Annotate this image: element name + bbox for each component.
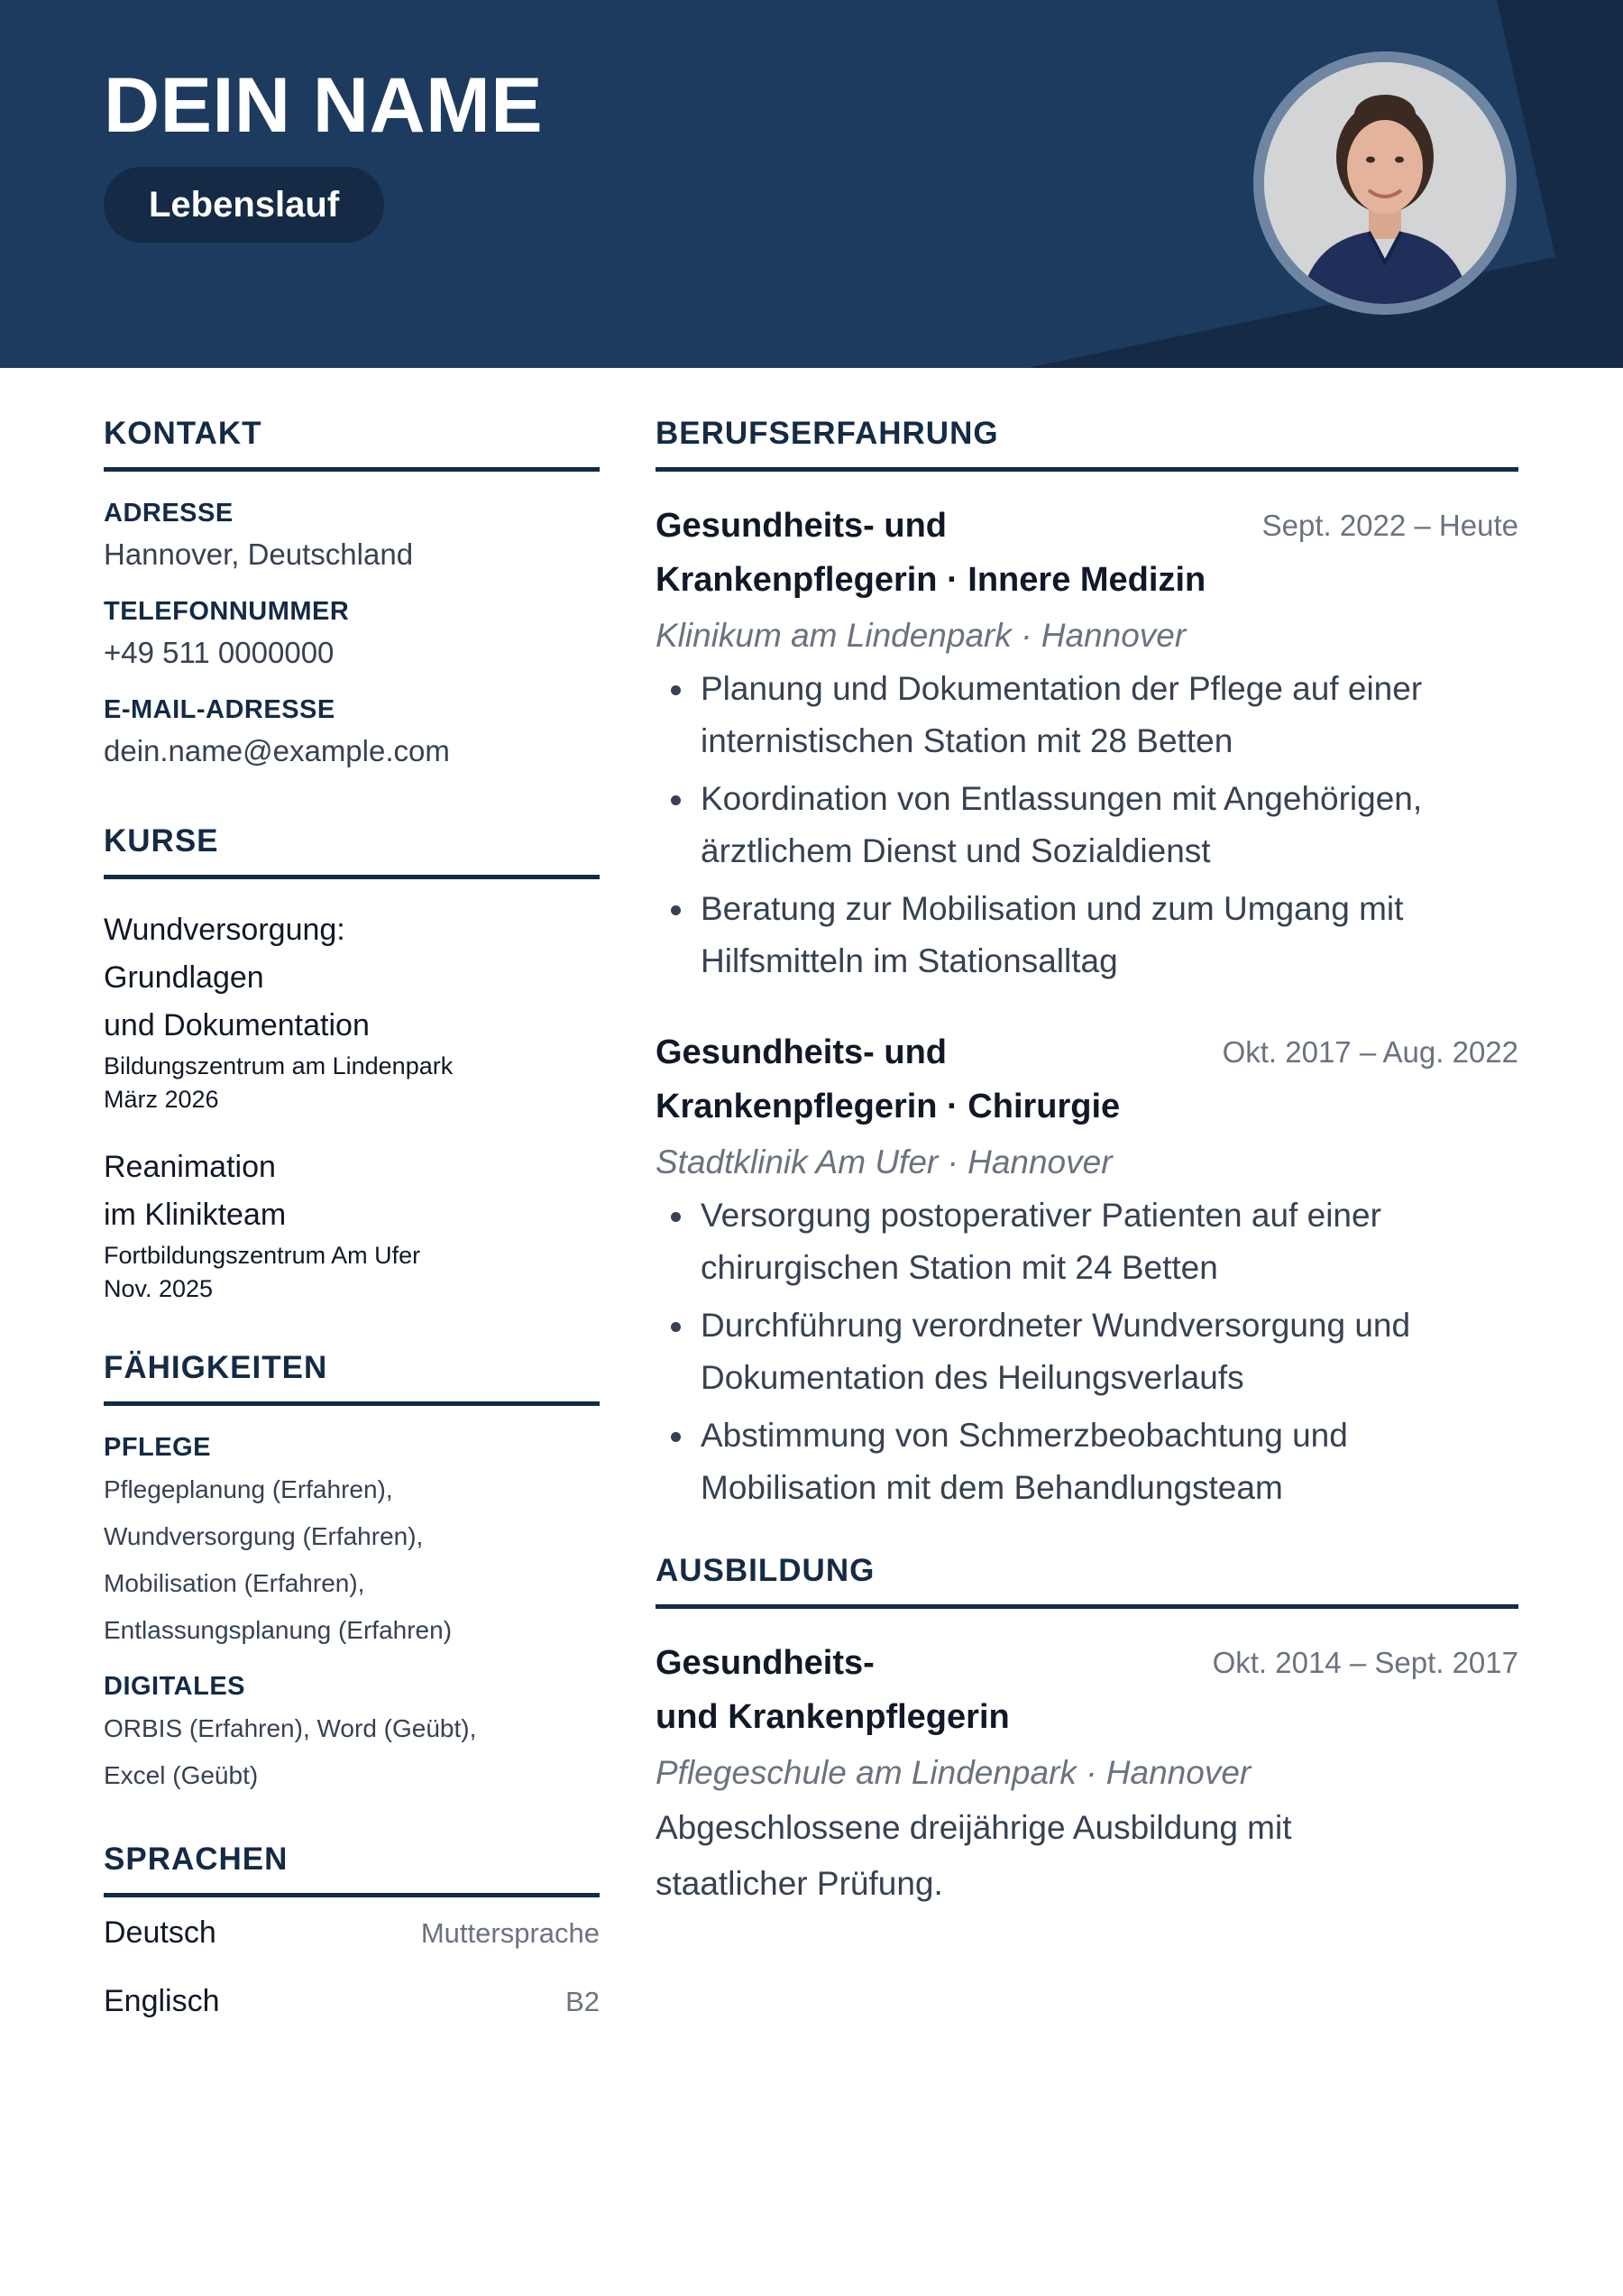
education-description-line: staatlicher Prüfung. bbox=[656, 1865, 943, 1902]
person-portrait-icon bbox=[1264, 62, 1506, 304]
education-entry bbox=[656, 1636, 1518, 1912]
bullet-item: Beratung zur Mobilisation und zum Umgang mit Hilfsmitteln im Stationsalltag bbox=[656, 883, 1518, 987]
contact-label-phone: TELEFONNUMMER bbox=[104, 597, 350, 626]
education-date: Okt. 2014 – Sept. 2017 bbox=[1212, 1646, 1518, 1679]
education-description bbox=[656, 1800, 1518, 1912]
job-entry bbox=[656, 1025, 1518, 1514]
job-title-line: Krankenpflegerin · Chirurgie bbox=[656, 1088, 1121, 1125]
language-row bbox=[104, 1915, 600, 1984]
education-title-line: und Krankenpflegerin bbox=[656, 1698, 1010, 1736]
skill-group-label: DIGITALES bbox=[104, 1672, 246, 1701]
course-institution: Fortbildungszentrum Am Ufer bbox=[104, 1242, 421, 1269]
course-title-line: Grundlagen bbox=[104, 960, 264, 995]
education-school: Pflegeschule am Lindenpark · Hannover bbox=[656, 1754, 1252, 1791]
section-title-experience: BERUFSERFAHRUNG bbox=[656, 415, 1518, 472]
skill-item: Excel (Geübt) bbox=[104, 1761, 259, 1789]
bullet-item: Planung und Dokumentation der Pflege auf einer internistischen Station mit 28 Betten bbox=[656, 663, 1518, 767]
skill-item: Wundversorgung (Erfahren), bbox=[104, 1522, 424, 1550]
skill-item: Entlassungsplanung (Erfahren) bbox=[104, 1616, 453, 1644]
header-banner bbox=[0, 0, 1623, 368]
course-title-line: und Dokumentation bbox=[104, 1008, 370, 1042]
main-column bbox=[656, 415, 1518, 1950]
course-title-line: Reanimation bbox=[104, 1150, 276, 1184]
skill-list bbox=[104, 1466, 600, 1654]
education-title bbox=[656, 1636, 1213, 1744]
job-title-line: Gesundheits- und bbox=[656, 1033, 947, 1071]
job-bullets bbox=[656, 1189, 1518, 1514]
candidate-name: DEIN NAME bbox=[104, 62, 544, 149]
bullet-item: Versorgung postoperativer Patienten auf einer chirurgischen Station mit 24 Betten bbox=[656, 1189, 1518, 1294]
course-date: März 2026 bbox=[104, 1086, 219, 1113]
language-level: Muttersprache bbox=[420, 1917, 600, 1949]
course-date: Nov. 2025 bbox=[104, 1275, 214, 1302]
job-entry bbox=[656, 499, 1518, 987]
job-bullets bbox=[656, 663, 1518, 987]
bullet-item: Koordination von Entlassungen mit Angehörigen, ärztlichem Dienst und Sozialdienst bbox=[656, 773, 1518, 877]
bullet-item: Durchführung verordneter Wundversorgung und Dokumentation des Heilungsverlaufs bbox=[656, 1300, 1518, 1404]
course-item bbox=[104, 1143, 600, 1306]
language-name: Deutsch bbox=[104, 1915, 216, 1950]
course-item bbox=[104, 906, 600, 1116]
job-title-line: Gesundheits- und bbox=[656, 507, 947, 545]
language-row bbox=[104, 1984, 600, 2053]
job-title bbox=[656, 1025, 1215, 1134]
section-title-skills: FÄHIGKEITEN bbox=[104, 1349, 600, 1406]
sidebar-column bbox=[104, 415, 600, 2053]
education-title-line: Gesundheits- bbox=[656, 1644, 875, 1682]
education-description-line: Abgeschlossene dreijährige Ausbildung mit bbox=[656, 1809, 1292, 1846]
skill-item: ORBIS (Erfahren), Word (Geübt), bbox=[104, 1714, 477, 1742]
contact-value-phone: +49 511 0000000 bbox=[104, 636, 335, 669]
job-employer: Stadtklinik Am Ufer · Hannover bbox=[656, 1143, 1113, 1180]
course-institution: Bildungszentrum am Lindenpark bbox=[104, 1052, 454, 1079]
skill-group-label: PFLEGE bbox=[104, 1433, 212, 1462]
section-title-courses: KURSE bbox=[104, 822, 600, 879]
bullet-item: Abstimmung von Schmerzbeobachtung und Mobilisation mit dem Behandlungsteam bbox=[656, 1410, 1518, 1514]
job-date: Sept. 2022 – Heute bbox=[1261, 509, 1518, 542]
job-title bbox=[656, 499, 1215, 607]
job-date: Okt. 2017 – Aug. 2022 bbox=[1222, 1035, 1518, 1069]
section-title-languages: SPRACHEN bbox=[104, 1841, 600, 1897]
contact-value-address: Hannover, Deutschland bbox=[104, 537, 414, 571]
language-level: B2 bbox=[565, 1986, 600, 2017]
contact-label-address: ADRESSE bbox=[104, 499, 234, 528]
contact-value-email: dein.name@example.com bbox=[104, 734, 450, 767]
contact-label-email: E-MAIL-ADRESSE bbox=[104, 695, 335, 724]
job-title-line: Krankenpflegerin · Innere Medizin bbox=[656, 561, 1206, 599]
section-title-education: AUSBILDUNG bbox=[656, 1552, 1518, 1609]
skill-list bbox=[104, 1705, 600, 1799]
skill-item: Mobilisation (Erfahren), bbox=[104, 1569, 365, 1597]
course-title-line: Wundversorgung: bbox=[104, 913, 345, 947]
document-type-badge: Lebenslauf bbox=[104, 167, 384, 243]
section-title-contact: KONTAKT bbox=[104, 415, 600, 472]
language-name: Englisch bbox=[104, 1984, 220, 2018]
skill-item: Pflegeplanung (Erfahren), bbox=[104, 1475, 393, 1503]
job-employer: Klinikum am Lindenpark · Hannover bbox=[656, 617, 1187, 654]
profile-photo bbox=[1253, 51, 1517, 315]
course-title-line: im Klinikteam bbox=[104, 1198, 287, 1232]
